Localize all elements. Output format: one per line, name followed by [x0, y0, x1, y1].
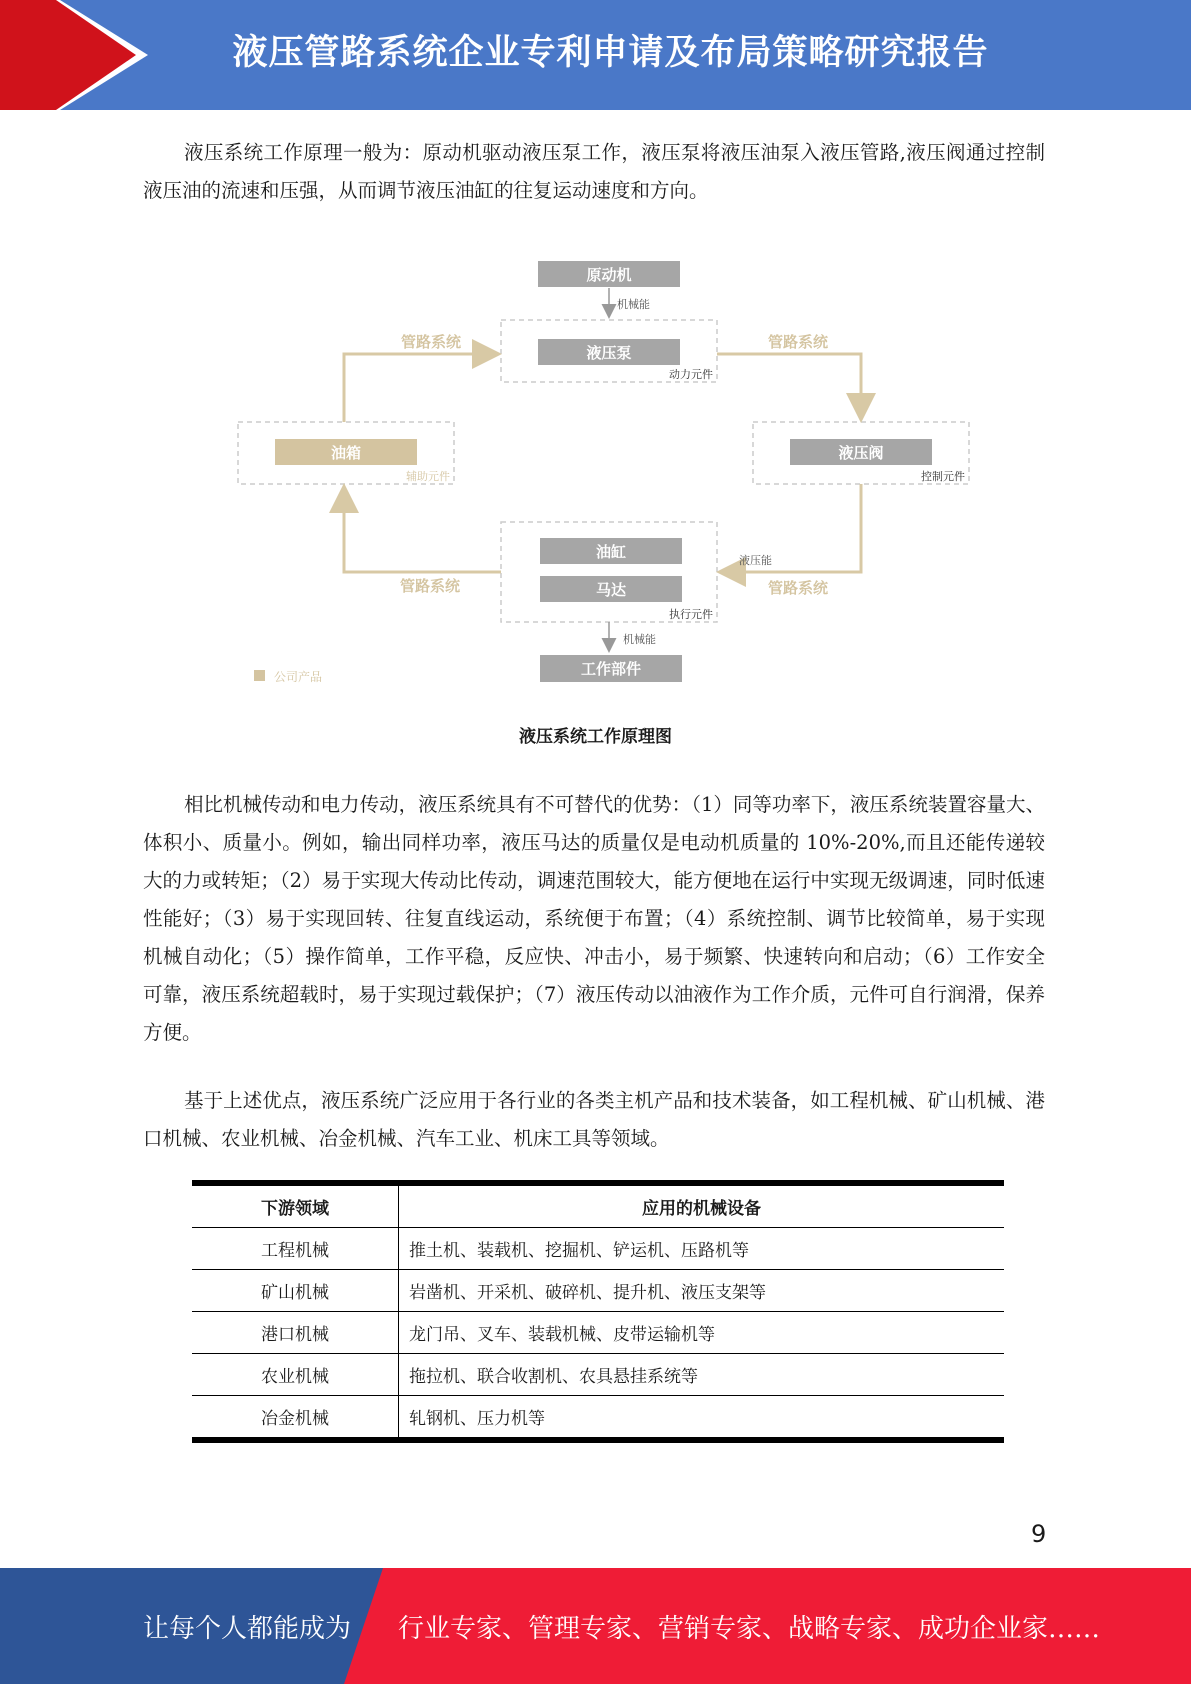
cylinder-label: 油缸 [595, 543, 627, 561]
table-row [192, 1228, 1004, 1270]
tank-label: 油箱 [330, 444, 362, 462]
advantages-paragraph: 相比机械传动和电力传动，液压系统具有不可替代的优势：（1）同等功率下，液压系统装置容量大、体积小、质量小。例如，输出同样功率，液压马达的质量仅是电动机质量的 10%-20%,而且还能传递较大的力或转矩；（2）易于实现大传动比传动，调速范围较大，能方便地在运行中实现无级调速，同时低速性能好；（3）易于实现回转、往复直线运动，系统便于布置；（4）系统控制、调节比较简单，易于实现机械自动化；（5）操作简单，工作平稳，反应快、冲击小，易于频繁、快速转向和启动；（6）工作安全可靠，液压系统超载时，易于实现过载保护；（7）液压传动以油液作为工作介质，元件可自行润滑，保养方便。 [143, 793, 1045, 1044]
intro-paragraph: 液压系统工作原理一般为：原动机驱动液压泵工作，液压泵将液压油泵入液压管路,液压阀通过控制液压油的流速和压强，从而调节液压油缸的往复运动速度和方向。 [143, 141, 1045, 202]
table-cell-equipment: 岩凿机、开采机、破碎机、提升机、液压支架等 [399, 1270, 1005, 1312]
motor-label: 马达 [595, 581, 627, 599]
flow-tank-to-pump [344, 354, 496, 422]
table-cell-equipment: 轧钢机、压力机等 [409, 1409, 545, 1429]
pump-label: 液压泵 [586, 344, 632, 362]
table-cell-equipment: 拖拉机、联合收割机、农具悬挂系统等 [399, 1354, 1005, 1396]
table-cell-domain: 矿山机械 [192, 1270, 399, 1312]
flow-actuator-to-tank [344, 489, 501, 572]
work-part-label: 工作部件 [580, 660, 642, 678]
table-cell-domain: 港口机械 [192, 1312, 399, 1354]
page-footer [0, 1568, 1191, 1684]
valve-label: 液压阀 [838, 444, 884, 462]
downstream-applications-table [192, 1180, 1004, 1443]
hydraulic-energy-label: 液压能 [739, 554, 772, 567]
figure-caption: 液压系统工作原理图 [519, 727, 672, 747]
power-group-label: 动力元件 [669, 368, 713, 381]
pipe-label-bottom-right: 管路系统 [767, 579, 829, 597]
pipe-label-bottom-left: 管路系统 [399, 577, 461, 595]
applications-paragraph: 基于上述优点，液压系统广泛应用于各行业的各类主机产品和技术装备，如工程机械、矿山机械、港口机械、农业机械、冶金机械、汽车工业、机床工具等领域。 [143, 1089, 1045, 1150]
table-cell-equipment: 龙门吊、叉车、装载机械、皮带运输机等 [399, 1312, 1005, 1354]
table-cell-domain: 工程机械 [192, 1228, 399, 1270]
table-header-cell: 应用的机械设备 [399, 1183, 1005, 1228]
table-row [192, 1354, 1004, 1396]
table-cell-equipment: 推土机、装载机、挖掘机、铲运机、压路机等 [399, 1228, 1005, 1270]
table-cell-domain: 冶金机械 [192, 1396, 399, 1441]
legend-label: 公司产品 [274, 670, 323, 684]
actuator-group-label: 执行元件 [669, 608, 713, 621]
mechanical-energy-label-bottom: 机械能 [623, 633, 656, 646]
flow-pump-to-valve [717, 354, 861, 417]
auxiliary-group-label: 辅助元件 [406, 470, 450, 483]
footer-slogan-left: 让每个人都能成为 [143, 1614, 352, 1644]
table-row [192, 1312, 1004, 1354]
mechanical-energy-label-top: 机械能 [617, 298, 650, 311]
report-title: 液压管路系统企业专利申请及布局策略研究报告 [232, 33, 989, 73]
footer-slogan-right: 行业专家、管理专家、营销专家、战略专家、成功企业家…… [398, 1614, 1101, 1644]
pipe-label-top-right: 管路系统 [767, 333, 829, 351]
table-row [192, 1270, 1004, 1312]
table-header-row [192, 1183, 1004, 1228]
table-header-cell: 下游领域 [192, 1183, 399, 1228]
page-header [0, 0, 1191, 110]
table-cell-domain: 农业机械 [192, 1354, 399, 1396]
prime-mover-label: 原动机 [586, 266, 632, 284]
hydraulic-principle-diagram [228, 250, 978, 695]
pipe-label-top-left: 管路系统 [400, 333, 462, 351]
page-number: 9 [1031, 1520, 1047, 1548]
control-group-label: 控制元件 [921, 470, 965, 483]
actuator-group-frame [501, 522, 717, 622]
table-row [192, 1396, 1004, 1441]
legend-swatch [254, 670, 265, 681]
